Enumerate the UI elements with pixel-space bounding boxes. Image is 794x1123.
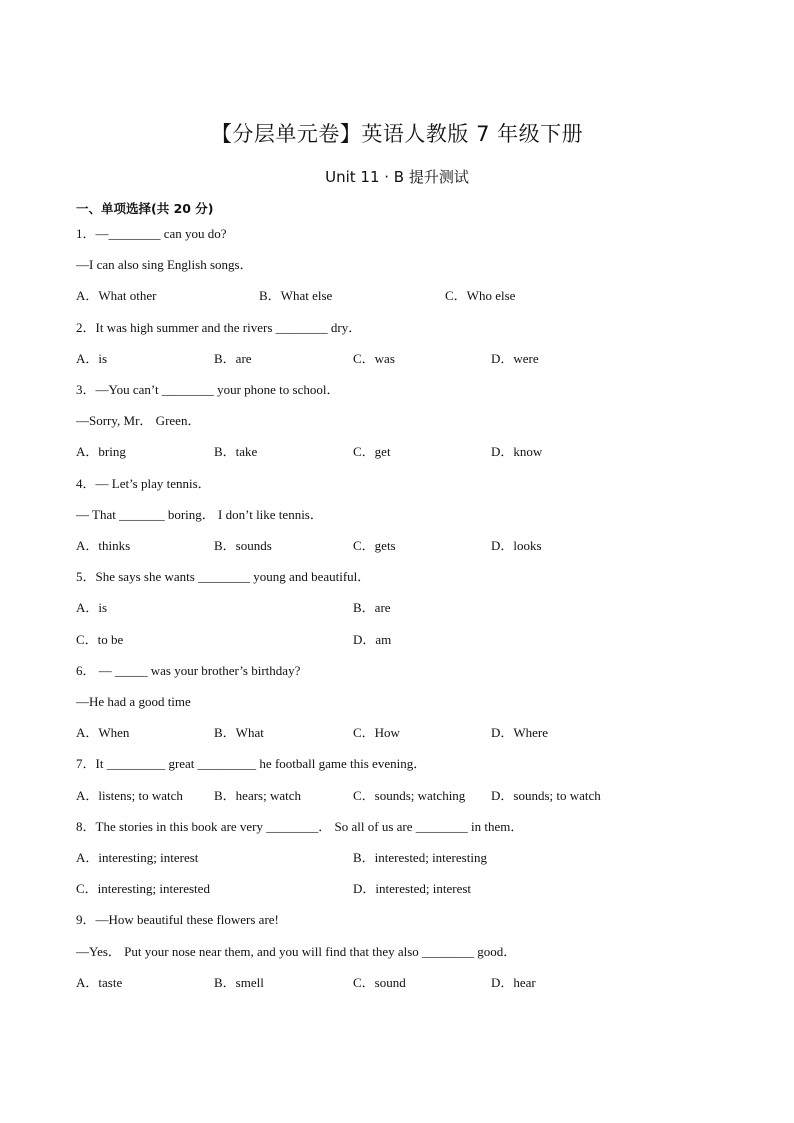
question-4-option-a: A．thinks: [76, 538, 131, 553]
question-4-option-d: D．looks: [491, 538, 542, 553]
question-2-option-a: A．is: [76, 351, 108, 366]
question-1-reply: —I can also sing English songs．: [76, 257, 253, 272]
question-2-option-b: B．are: [214, 351, 252, 366]
question-5-option-a: A．is: [76, 600, 108, 615]
question-7-option-d: D．sounds; to watch: [491, 788, 601, 803]
question-1-option-a: A．What other: [76, 288, 157, 303]
question-2-stem: 2．It was high summer and the rivers ________ dry．: [76, 320, 362, 335]
question-7-option-b: B．hears; watch: [214, 788, 302, 803]
question-3-stem: 3．—You can’t ________ your phone to school．: [76, 382, 340, 397]
question-6-reply: —He had a good time: [76, 694, 191, 709]
question-3-reply: —Sorry, Mr． Green．: [76, 413, 201, 428]
question-8-option-a: A．interesting; interest: [76, 850, 199, 865]
question-4-option-b: B．sounds: [214, 538, 272, 553]
question-7-option-a: A．listens; to watch: [76, 788, 183, 803]
question-5-option-b: B．are: [353, 600, 391, 615]
question-8-option-d: D．interested; interest: [353, 881, 472, 896]
question-6-option-a: A．When: [76, 725, 130, 740]
question-4-reply: — That _______ boring． I don’t like tennis．: [76, 507, 323, 522]
question-6-stem: 6． — _____ was your brother’s birthday?: [76, 663, 301, 678]
question-5-option-c: C．to be: [76, 632, 124, 647]
question-3-option-a: A．bring: [76, 444, 126, 459]
question-1-option-c: C．Who else: [445, 288, 516, 303]
question-4-stem: 4．— Let’s play tennis．: [76, 476, 211, 491]
question-3-option-b: B．take: [214, 444, 258, 459]
question-8-option-c: C．interesting; interested: [76, 881, 210, 896]
question-1-option-b: B．What else: [259, 288, 333, 303]
question-9-option-c: C．sound: [353, 975, 406, 990]
question-9-option-a: A．taste: [76, 975, 123, 990]
question-8-option-b: B．interested; interesting: [353, 850, 487, 865]
question-8-stem: 8．The stories in this book are very ________． So all of us are ________ in them．: [76, 819, 524, 834]
question-2-option-c: C．was: [353, 351, 395, 366]
question-2-option-d: D．were: [491, 351, 539, 366]
question-9-option-b: B．smell: [214, 975, 264, 990]
question-5-option-d: D．am: [353, 632, 392, 647]
question-4-option-c: C．gets: [353, 538, 396, 553]
document-subtitle: Unit 11 · B 提升测试: [325, 168, 469, 186]
question-6-option-c: C．How: [353, 725, 400, 740]
question-6-option-b: B．What: [214, 725, 264, 740]
question-6-option-d: D．Where: [491, 725, 549, 740]
question-1-stem: 1．—________ can you do?: [76, 226, 227, 241]
document-title: 【分层单元卷】英语人教版 7 年级下册: [210, 122, 584, 146]
question-9-reply: —Yes． Put your nose near them, and you will find that they also ________ good．: [76, 944, 517, 959]
question-9-option-d: D．hear: [491, 975, 536, 990]
question-5-stem: 5．She says she wants ________ young and beautiful．: [76, 569, 371, 584]
question-3-option-d: D．know: [491, 444, 543, 459]
question-7-stem: 7．It _________ great _________ he football game this evening．: [76, 756, 427, 771]
section-heading: 一、单项选择(共 20 分): [76, 201, 214, 216]
question-3-option-c: C．get: [353, 444, 391, 459]
question-9-stem: 9．—How beautiful these flowers are!: [76, 912, 279, 927]
question-7-option-c: C．sounds; watching: [353, 788, 466, 803]
